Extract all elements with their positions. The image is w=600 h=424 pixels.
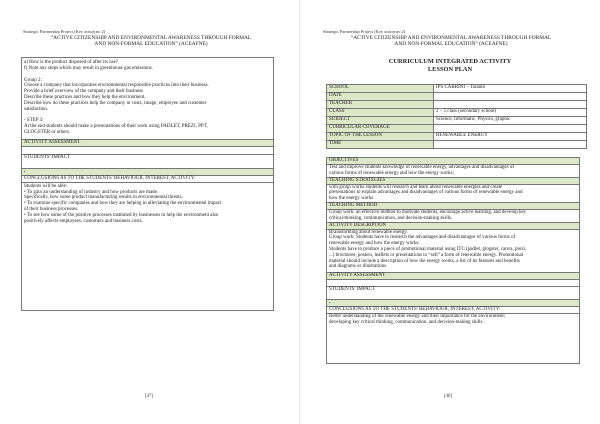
description-line: ...) brochures, posters, leaflets or presentations to “sell” a form of renewable energy. Promotional	[329, 252, 524, 258]
right-conclusions	[327, 314, 579, 326]
method-line: critical-thinking, communication, and decision-making skills.	[329, 215, 453, 221]
lesson-plan-title-line2: LESSON PLAN	[427, 65, 473, 73]
left-header-title-line1: “ACTIVE CITIZENSHIP AND ENVIRONMENTAL AWARENESS THROUGH FORMAL	[50, 35, 252, 41]
conclusion-line: Students will be able:	[24, 183, 68, 189]
right-students-impact-heading: STUDENTS' IMPACT	[327, 286, 579, 293]
left-header-title-line2: AND NON-FORMAL EDUCATION” (ACEAFNE)	[94, 41, 208, 48]
group2-line: Choose a company that incorporates environmental responsible practices into their business.	[24, 83, 209, 89]
description-line: Group work: Students have to research the advantages and disadvantages of various forms of	[329, 235, 516, 241]
strategies-body	[327, 185, 579, 202]
info-row	[327, 133, 587, 141]
right-header-title-line1: “ACTIVE CITIZENSHIP AND ENVIRONMENTAL AWARENESS THROUGH FORMAL	[350, 35, 552, 41]
conclusion-line: • To examine specific companies and how they are helping in alleviating the environmental impact	[24, 201, 222, 207]
info-key: SCHOOL	[327, 85, 434, 93]
question-line: a) How is the product disposed of after its use?	[24, 60, 119, 65]
objectives-line: Test and improve students knowledge of renewable energy, advantages and disadvantages of	[329, 165, 515, 170]
left-content-box	[21, 57, 274, 311]
conclusion-line: Better understanding of the renewable energy and their importance for the environment;	[329, 314, 506, 320]
right-project-line: Strategic Partnership Project (Key action no 2)	[323, 29, 406, 34]
description-line: Brainstorming about renewable energy.	[329, 229, 408, 235]
info-row	[327, 93, 587, 101]
info-value: 2 – 5 class (secondary school)	[434, 109, 587, 117]
description-heading: ACTIVITY DESCRIPTION	[327, 222, 579, 230]
group2-line: satisfaction.	[24, 106, 49, 112]
left-activity-assessment-heading: ACTIVITY ASSESSMENT	[22, 139, 273, 147]
method-heading: TEACHING METHOD	[327, 202, 579, 210]
description-line: renewable energy and how the energy works;	[329, 241, 420, 247]
left-students-impact-body	[22, 161, 273, 168]
right-page-number: [48]	[443, 394, 453, 399]
right-conclusions-heading: CONCLUSIONS AS TO THE STUDENTS' BEHAVIOUR, INTEREST, ACTIVITY:	[327, 307, 579, 314]
objectives-body	[327, 165, 579, 177]
left-page-number: [47]	[144, 394, 154, 399]
group2-line: Group 2:	[24, 77, 42, 83]
left-conclusions	[22, 183, 273, 226]
left-conclusions-heading: CONCLUSIONS AS TO THE STUDENTS' BEHAVIOUR, INTEREST, ACTIVITY:	[22, 176, 273, 183]
lesson-plan-title-line1: CURRICULUM INTEGRATED ACTIVITY	[388, 58, 512, 65]
info-value: RENEWABLE ENERGY	[434, 133, 587, 141]
info-key: SUBJECT	[327, 117, 434, 125]
info-key: TIME	[327, 141, 434, 149]
lesson-plan-title	[300, 58, 600, 73]
info-value: Science, Informatic, Physics, graphic	[434, 117, 587, 125]
info-value	[434, 141, 587, 149]
info-row	[327, 117, 587, 125]
conclusion-line: positively affects employees, customers and business costs.	[24, 218, 143, 224]
info-key: DATE	[327, 93, 434, 101]
group2-line: Describe these practices and how they help the environment.	[24, 94, 146, 100]
info-row	[327, 101, 587, 109]
lesson-plan-box	[326, 157, 580, 364]
info-value: IPS CABRINI – Taranto	[434, 85, 587, 93]
left-questions	[22, 58, 273, 72]
lesson-info-table	[326, 84, 587, 149]
info-row	[327, 141, 587, 149]
left-activity-assessment-body	[22, 147, 273, 154]
method-body	[327, 210, 579, 222]
conclusion-line: • To gain an understanding of industry and how products are made.	[24, 189, 159, 195]
step3-line: At the end students should make a presentations of their work using PADLET, PREZI, PPT,	[24, 124, 208, 130]
info-row	[327, 109, 587, 117]
left-bullet-bar: •	[22, 168, 273, 176]
info-key: TOPIC OF THE LESSON	[327, 133, 434, 141]
step3-line: GLOGSTER or others.	[24, 129, 71, 135]
method-line: Group work: an effective method to motivate students, encourage active learning, and develop key	[329, 209, 527, 215]
conclusion-line: of their business processes.	[24, 206, 79, 212]
right-activity-assessment-heading: ACTIVITY ASSESSMENT	[327, 272, 579, 280]
info-key: CLASS	[327, 109, 434, 117]
info-value	[434, 101, 587, 109]
right-header-title-line2: AND NON-FORMAL EDUCATION” (ACEAFNE)	[394, 41, 508, 48]
info-row	[327, 85, 587, 93]
conclusion-line: • To see how some of the positive processes instituted by businesses to help the environment also	[24, 212, 219, 218]
objectives-line: various forms of renewable energy and how the energy works;	[329, 170, 454, 176]
conclusion-line: developing key critical thinking, communication, and decision-making skills.	[329, 319, 484, 325]
step3-line: - STEP 3:	[24, 118, 44, 124]
left-group2	[22, 72, 273, 113]
left-project-line: Strategic Partnership Project (Key action no 2)	[23, 29, 106, 34]
strategies-line: with group works students will research and learn about renewable energies and create	[329, 184, 503, 190]
strategies-line: how the energy works	[329, 196, 374, 202]
description-body	[327, 230, 579, 273]
left-students-impact-heading: STUDENTS' IMPACT	[22, 154, 273, 161]
info-value	[434, 93, 587, 101]
strategies-line: presentations to explain advantages and disadvantages of various forms of renewable energy and	[329, 190, 523, 196]
info-row	[327, 125, 587, 133]
right-header-title	[320, 35, 582, 47]
left-header-title	[20, 35, 282, 47]
conclusion-line: Specifically, how some product manufacturing results in environmental threats.	[24, 195, 183, 201]
group2-line: Describe how do these practices help the company in costs, image, employee and customer	[24, 100, 207, 106]
objectives-heading: OBJECTIVES	[327, 158, 579, 165]
info-key: TEACHER	[327, 101, 434, 109]
right-bullet-bar: •	[327, 299, 579, 307]
description-line: and diagrams or illustrations	[329, 264, 387, 270]
info-value	[434, 125, 587, 133]
left-step3	[22, 112, 273, 138]
description-line: material should include a description of how the energy works, a list of its features and benefits	[329, 258, 520, 264]
group2-line: Provide a brief overview of the company and their business	[24, 89, 143, 95]
description-line: Students have to produce a piece of promotional material using ITC (padlet, glogster, canva, prezi,	[329, 246, 527, 252]
question-line: f) Note any steps which may result in greenhouse gas emissions.	[24, 65, 154, 71]
info-key: CURRICULAR COVERAGE	[327, 125, 434, 133]
strategies-heading: TEACHING STRATEGIES	[327, 177, 579, 185]
